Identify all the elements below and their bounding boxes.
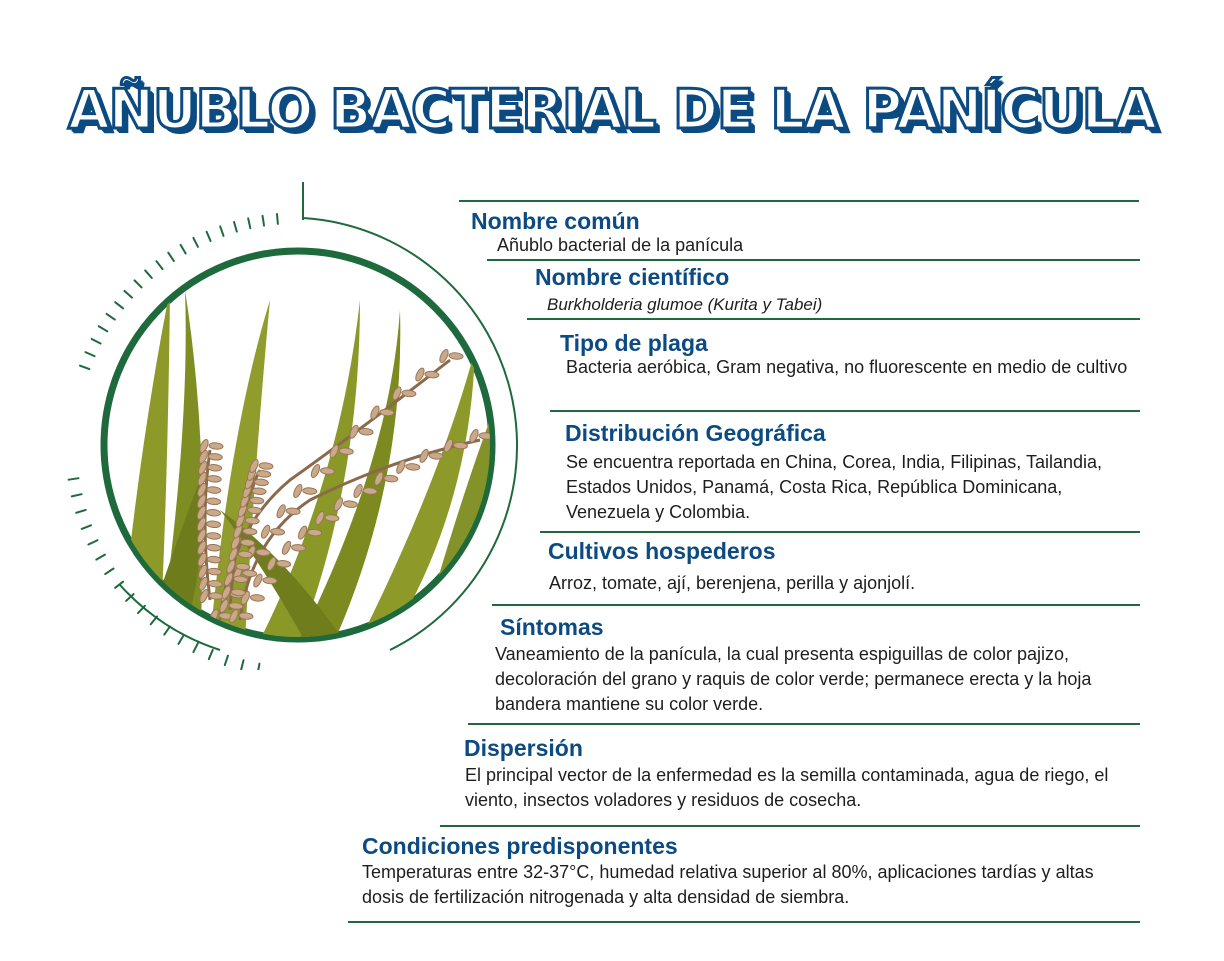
tick-mark	[88, 540, 97, 544]
divider-bottom	[348, 921, 1140, 923]
rice-panicle-illustration	[60, 180, 530, 670]
tick-mark	[193, 238, 198, 247]
tick-mark	[135, 280, 142, 287]
tick-mark	[125, 291, 132, 298]
tick-mark	[96, 555, 105, 560]
heading-cultivos-hospederos: Cultivos hospederos	[548, 538, 776, 564]
tick-mark	[76, 510, 86, 513]
tick-mark	[99, 326, 108, 331]
tick-mark	[220, 226, 223, 235]
tick-mark	[241, 660, 243, 670]
tick-mark	[248, 218, 250, 228]
divider	[492, 604, 1140, 606]
heading-sintomas: Síntomas	[500, 614, 604, 640]
text-condiciones-predisponentes: Temperaturas entre 32-37°C, humedad relativa superior al 80%, aplicaciones tardías y altas dosis de fertilización nitrogenada y alta densidad de siembra.	[362, 862, 1094, 907]
tick-mark	[115, 302, 123, 308]
tick-mark	[277, 214, 278, 224]
tick-mark	[69, 478, 79, 479]
tick-mark	[225, 656, 228, 665]
heading-condiciones-predisponentes: Condiciones predisponentes	[362, 833, 678, 859]
tick-mark	[85, 352, 94, 356]
page-title: AÑUBLO BACTERIAL DE LA PANÍCULA	[67, 78, 1157, 141]
tick-mark	[179, 635, 184, 644]
tick-mark	[234, 222, 237, 232]
text-nombre-cientifico: Burkholderia glumoe (Kurita y Tabei)	[547, 295, 823, 314]
heading-dispersion: Dispersión	[464, 735, 583, 761]
heading-nombre-cientifico: Nombre científico	[535, 264, 730, 290]
tick-mark	[145, 270, 152, 278]
divider	[440, 825, 1140, 827]
heading-nombre-comun: Nombre común	[471, 208, 640, 234]
tick-mark	[193, 643, 198, 652]
text-tipo-de-plaga: Bacteria aeróbica, Gram negativa, no fluorescente en medio de cultivo	[566, 357, 1128, 377]
heading-distribucion-geografica: Distribución Geográfica	[565, 420, 826, 446]
divider	[487, 259, 1140, 261]
text-sintomas: Vaneamiento de la panícula, la cual presenta espiguillas de color pajizo, decoloración del grano y raquis de color verde; permanece erecta y la hoja bandera mantiene su color verde.	[495, 644, 1092, 714]
divider	[527, 318, 1140, 320]
tick-mark	[168, 253, 174, 261]
tick-mark	[181, 245, 186, 254]
tick-mark	[258, 664, 260, 670]
text-distribucion-geografica: Se encuentra reportada en China, Corea, India, Filipinas, Tailandia, Estados Unidos, Panamá, Costa Rica, República Dominicana, Venezuela y Colombia.	[566, 452, 1103, 522]
tick-mark	[207, 232, 211, 241]
tick-mark	[107, 314, 115, 320]
tick-mark	[80, 366, 89, 369]
tick-mark	[151, 617, 157, 625]
tick-mark	[263, 216, 265, 226]
tick-mark	[72, 494, 82, 496]
text-cultivos-hospederos: Arroz, tomate, ají, berenjena, perilla y ajonjolí.	[549, 573, 916, 593]
tick-mark	[164, 626, 170, 634]
tick-mark	[209, 650, 213, 659]
divider	[468, 723, 1140, 725]
heading-tipo-de-plaga: Tipo de plaga	[560, 330, 708, 356]
text-dispersion: El principal vector de la enfermedad es la semilla contaminada, agua de riego, el viento, insectos voladores y residuos de cosecha.	[465, 765, 1109, 810]
tick-mark	[92, 339, 101, 344]
divider	[540, 531, 1140, 533]
tick-mark	[105, 568, 113, 574]
tick-mark	[82, 525, 91, 529]
tick-mark	[156, 261, 162, 269]
divider	[550, 410, 1140, 412]
divider-top	[459, 200, 1139, 202]
text-nombre-comun: Añublo bacterial de la panícula	[497, 235, 744, 255]
